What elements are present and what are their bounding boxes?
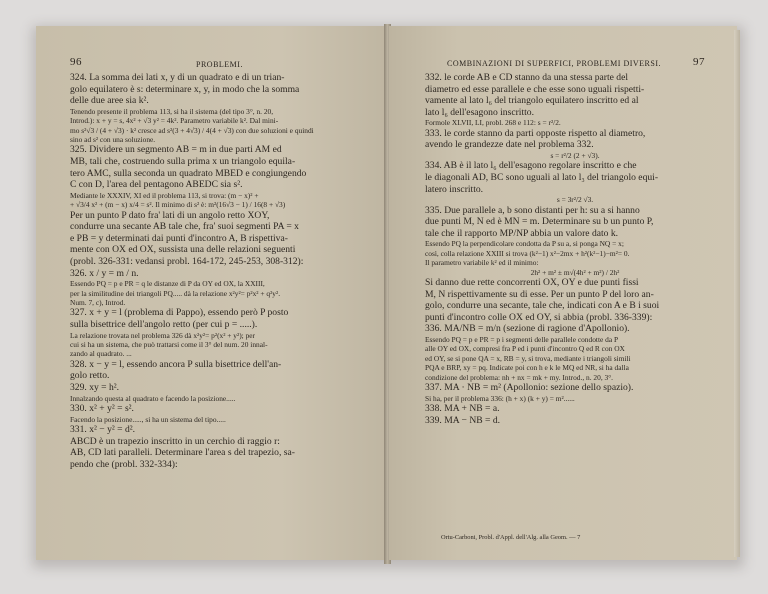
left-text-line: e PB = y determinati dai punti d'incontro A, B rispettiva-	[70, 232, 288, 244]
left-text-line: zando al quadrato. ...	[70, 349, 132, 359]
left-text-line: Essendo PQ = p e PR = q le distanze di P da OY ed OX, la XXIII,	[70, 279, 265, 289]
right-page-text	[425, 72, 725, 426]
left-text-line: Innalzando questa al quadrato e facendo la posizione.....	[70, 393, 236, 403]
left-text-line: Mediante le XXXIV, XI ed il problema 113, si trova: (m − x)² +	[70, 190, 259, 200]
right-text-line: Essendo PQ = p e PR = p i segmenti delle parallele condotte da P	[425, 334, 619, 344]
left-text-line: condurre una secante AB tale che, fra' suoi segmenti PA = x	[70, 221, 299, 233]
left-text-line: 327. x + y = l (problema di Pappo), essendo però P posto	[70, 307, 289, 319]
right-text-line: due punti M, N ed è MN = m. Determinare su b un punto P,	[425, 216, 654, 228]
left-text-line: 325. Dividere un segmento AB = m in due parti AM ed	[70, 144, 282, 156]
left-text-line: Num. 7, c), Introd.	[70, 297, 126, 307]
left-text-line: 330. x² + y² = s².	[70, 402, 134, 414]
left-text-line: (probl. 326-331: vedansi probl. 164-172, 245-253, 308-312):	[70, 255, 304, 267]
left-page	[36, 26, 386, 560]
right-text-line: tale che il rapporto MP/NP abbia un valore dato k.	[425, 227, 619, 239]
right-text-line: Formole XLVII, LI, probl. 268 e 112: s = r²/2.	[425, 118, 561, 128]
left-page-number: 96	[70, 56, 82, 68]
right-text-line: 333. le corde stanno da parti opposte rispetto al diametro,	[425, 127, 646, 139]
right-text-line: 339. MA − NB = d.	[425, 414, 501, 426]
left-text-line: 331. x² − y² = d².	[70, 423, 136, 435]
left-text-line: Tenendo presente il problema 113, si ha il sistema (del tipo 3°, n. 20,	[70, 106, 274, 116]
left-text-line: mo s²√3 / (4 + √3) · k² cresce ad s²(3 + 4√3) / 4(4 + √3) con due soluzioni e quindi	[70, 125, 314, 135]
left-text-line: golo retto.	[70, 370, 110, 382]
left-text-line: 328. x − y = l, essendo ancora P sulla bisettrice dell'an-	[70, 358, 282, 370]
left-running-head: PROBLEMI.	[196, 60, 243, 69]
right-text-line: 335. Due parallele a, b sono distanti per h: su a si hanno	[425, 204, 640, 216]
right-text-line: lato l₆ dell'esagono inscritto.	[425, 106, 534, 118]
right-text-line: diametro ed esse parallele e che esse sono uguali rispetti-	[425, 83, 645, 95]
left-text-line: + √3/4 x² + (m − x) x/4 = s². Il minimo di s² è: m²(16√3 − 1) / 16(8 + √3)	[70, 200, 286, 210]
left-text-line: delle due aree sia k².	[70, 95, 149, 107]
left-text-line: cui si ha un sistema, che può trattarsi come il 3° del num. 20 innal-	[70, 339, 268, 349]
right-text-line: s = r²/2 (2 + √3).	[550, 150, 600, 160]
left-text-line: MB, tali che, costruendo sulla prima x un triangolo equila-	[70, 156, 296, 167]
left-text-line: Per un punto P dato fra' lati di un angolo retto XOY,	[70, 209, 270, 221]
left-text-line: 326. x / y = m / n.	[70, 267, 139, 279]
right-text-line: così, colla relazione XXIII si trova (k²−1) x²−2mx + h²(k²−1)−m²= 0.	[425, 248, 630, 258]
right-text-line: le diagonali AD, BC sono uguali al lato l₃ del triangolo equi-	[425, 171, 659, 183]
left-text-line: tero AMC, sulla seconda un quadrato MBED e congiungendo	[70, 167, 307, 179]
left-text-line: La relazione trovata nel problema 326 dà x²y²= p²(x² + y²); per	[70, 330, 256, 340]
right-text-line: M, N rispettivamente su di esse. Per un punto P del loro an-	[425, 288, 654, 300]
left-text-line: mente con OX ed OX, sussista una delle relazioni seguenti	[70, 244, 296, 256]
right-text-line: Si danno due rette concorrenti OX, OY e due punti fissi	[425, 276, 639, 288]
left-text-line: sino ad s² con una soluzione.	[70, 135, 156, 144]
page-edges	[734, 30, 740, 557]
right-text-line: avendo le grandezze date nel problema 332.	[425, 139, 594, 151]
right-text-line: s = 3r²/2 √3.	[556, 195, 594, 205]
right-text-line: 336. MA/NB = m/n (sezione di ragione d'Apollonio).	[425, 323, 630, 335]
right-text-line: Si ha, per il problema 336: (h + x) (k + y) = m²......	[425, 393, 575, 403]
right-text-line: 2h² + m² ± m√(4h² + m²) / 2h²	[530, 267, 620, 277]
right-text-line: golo, condurre una secante, tale che, indicati con A e B i suoi	[425, 300, 660, 312]
left-text-line: Facendo la posizione....., si ha un sistema del tipo.....	[70, 414, 226, 424]
right-text-line: alle OY ed OX, compresi fra P ed i punti d'incontro Q ed R con OX	[425, 344, 625, 354]
left-text-line: ABCD è un trapezio inscritto in un cerchio di raggio r:	[70, 435, 280, 447]
right-text-line: ed OY, se si pone QA = x, RB = y, si trova, mediante i triangoli simili	[425, 353, 631, 363]
right-text-line: Essendo PQ la perpendicolare condotta da P su a, si ponga NQ = x;	[425, 239, 624, 249]
right-text-line: 337. MA · NB = m² (Apollonio: sezione dello spazio).	[425, 381, 634, 393]
right-text-line: Il parametro variabile k² ed il minimo:	[425, 258, 539, 268]
left-text-line: pendo che (probl. 332-334):	[70, 458, 178, 470]
left-text-line: sulla bisettrice dell'angolo retto (per cui p = .....).	[70, 318, 258, 330]
right-page-number: 97	[693, 56, 705, 68]
right-text-line: PQA e BRP, xy = pq. Indicate poi con h e k le MQ ed NR, si ha dalla	[425, 363, 629, 373]
left-text-line: golo equilatero è s: determinare x, y, in modo che la somma	[70, 83, 300, 95]
left-text-line: per la similitudine dei triangoli PQ..... dà la relazione x²y²= p²x² + q²y².	[70, 288, 281, 298]
page-footer: Ortu-Carboni, Probl. d'Appl. dell'Alg. alla Geom. — 7	[441, 534, 581, 541]
right-page	[389, 26, 737, 560]
right-running-head: COMBINAZIONI DI SUPERFICI, PROBLEMI DIVERSI.	[447, 59, 662, 68]
right-text-line: 332. le corde AB e CD stanno da una stessa parte del	[425, 72, 629, 83]
left-page-text	[70, 72, 378, 470]
left-text-line: 329. xy = h².	[70, 381, 120, 393]
right-text-line: vamente al lato l₆ del triangolo equilatero inscritto ed al	[425, 95, 639, 107]
left-text-line: 324. La somma dei lati x, y di un quadrato e di un trian-	[70, 72, 285, 83]
left-text-line: Introd.): x + y = s, 4x² + √3 y² = 4k². Parametro variabile k². Dal mini-	[70, 116, 279, 126]
right-text-line: punti d'incontro colle OX ed OY, si abbia (probl. 336-339):	[425, 311, 653, 323]
left-text-line: AB, CD lati paralleli. Determinare l'area s del trapezio, sa-	[70, 447, 295, 459]
right-text-line: 338. MA + NB = a.	[425, 402, 500, 414]
right-text-line: latero inscritto.	[425, 183, 484, 195]
right-text-line: condizione del problema: nh + nx = mk + my. Introd., n. 20, 3°.	[425, 372, 614, 382]
right-text-line: 334. AB è il lato l₆ dell'esagono regolare inscritto e che	[425, 160, 637, 172]
left-text-line: C con D, l'area del pentagono ABEDC sia s².	[70, 179, 243, 191]
